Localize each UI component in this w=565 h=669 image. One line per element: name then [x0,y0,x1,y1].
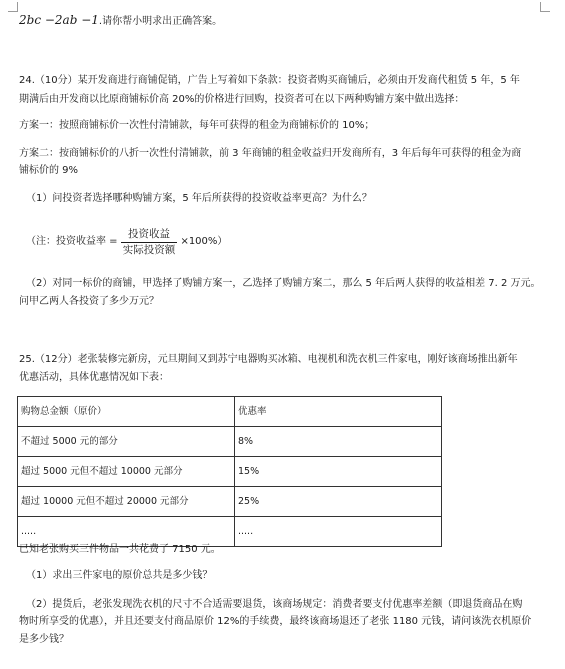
page-corner-mark-top-right [540,2,550,12]
top-answer-line [19,14,222,27]
q24-intro-line-2: 期满后由开发商以比原商铺标价高 20%的价格进行回购，投资者可在以下两种购铺方案中做出选择： [19,94,465,105]
q24-sub2-line-1: （2）对同一标价的商铺，甲选择了购铺方案一，乙选择了购铺方案二，那么 5 年后两人获得的收益相差 7. 2 万元。 [26,278,541,289]
q24-sub2-line-2: 问甲乙两人各投资了多少万元？ [19,296,159,307]
q25-sub2-line-3: 是多少钱？ [19,634,69,645]
q25-after-table: 已知老张购买三件物品一共花费了 7150 元。 [19,544,221,555]
table-cell-amount: 超过 5000 元但不超过 10000 元部分 [18,457,235,487]
table-cell-rate: 15% [235,457,442,487]
table-cell-amount: 超过 10000 元但不超过 20000 元部分 [18,487,235,517]
note-suffix: ×100%） [180,236,228,248]
table-cell-rate: 25% [235,487,442,517]
table-row [18,487,442,517]
table-row [18,427,442,457]
table-cell-rate: ..... [235,517,442,547]
q25-intro-line-1: 25.（12分）老张装修完新房，元旦期间又到苏宁电器购买冰箱、电视机和洗衣机三件家电，刚好该商场推出新年 [19,354,518,365]
q24-plan1: 方案一：按照商铺标价一次性付清铺款，每年可获得的租金为商铺标价的 10%； [19,120,375,131]
note-numerator: 投资收益 [121,228,178,243]
q24-sub1: （1）问投资者选择哪种购铺方案，5 年后所获得的投资收益率更高？为什么？ [26,193,372,204]
q24-note-formula [26,228,227,256]
q24-intro-line-1: 24.（10分）某开发商进行商铺促销，广告上写着如下条款：投资者购买商铺后，必须由开发商代租赁 5 年，5 年 [19,75,520,86]
top-instruction: .请你帮小明求出正确答案。 [98,16,223,27]
note-denominator: 实际投资额 [122,243,176,256]
q25-intro-line-2: 优惠活动，具体优惠情况如下表： [19,372,169,383]
table-row [18,457,442,487]
table-row [18,517,442,547]
q25-sub2-line-2: 物时所享受的优惠），并且还要支付商品原价 12%的手续费，最终该商场退还了老张 1180 元钱，请问该洗衣机原价 [19,616,532,627]
table-header-amount: 购物总金额（原价） [18,397,235,427]
table-cell-amount: 不超过 5000 元的部分 [18,427,235,457]
q25-sub1: （1）求出三件家电的原价总共是多少钱？ [26,570,213,581]
note-prefix: （注：投资收益率 = [26,236,118,248]
q25-sub2-line-1: （2）提货后，老张发现洗衣机的尺寸不合适需要退货，该商场规定：消费者要支付优惠率差额（即退货商品在购 [26,599,523,610]
table-cell-rate: 8% [235,427,442,457]
top-formula: 2bc −2ab −1 [19,13,99,27]
q24-plan2-line-1: 方案二：按商铺标价的八折一次性付清铺款，前 3 年商铺的租金收益归开发商所有，3 年后每年可获得的租金为商 [19,148,522,159]
discount-table [17,396,442,547]
table-header-row [18,397,442,427]
table-header-rate: 优惠率 [235,397,442,427]
note-fraction [121,228,178,256]
table-cell-amount: ..... [18,517,235,547]
q24-plan2-line-2: 铺标价的 9% [19,165,79,176]
page-corner-mark-top-left [8,2,18,12]
